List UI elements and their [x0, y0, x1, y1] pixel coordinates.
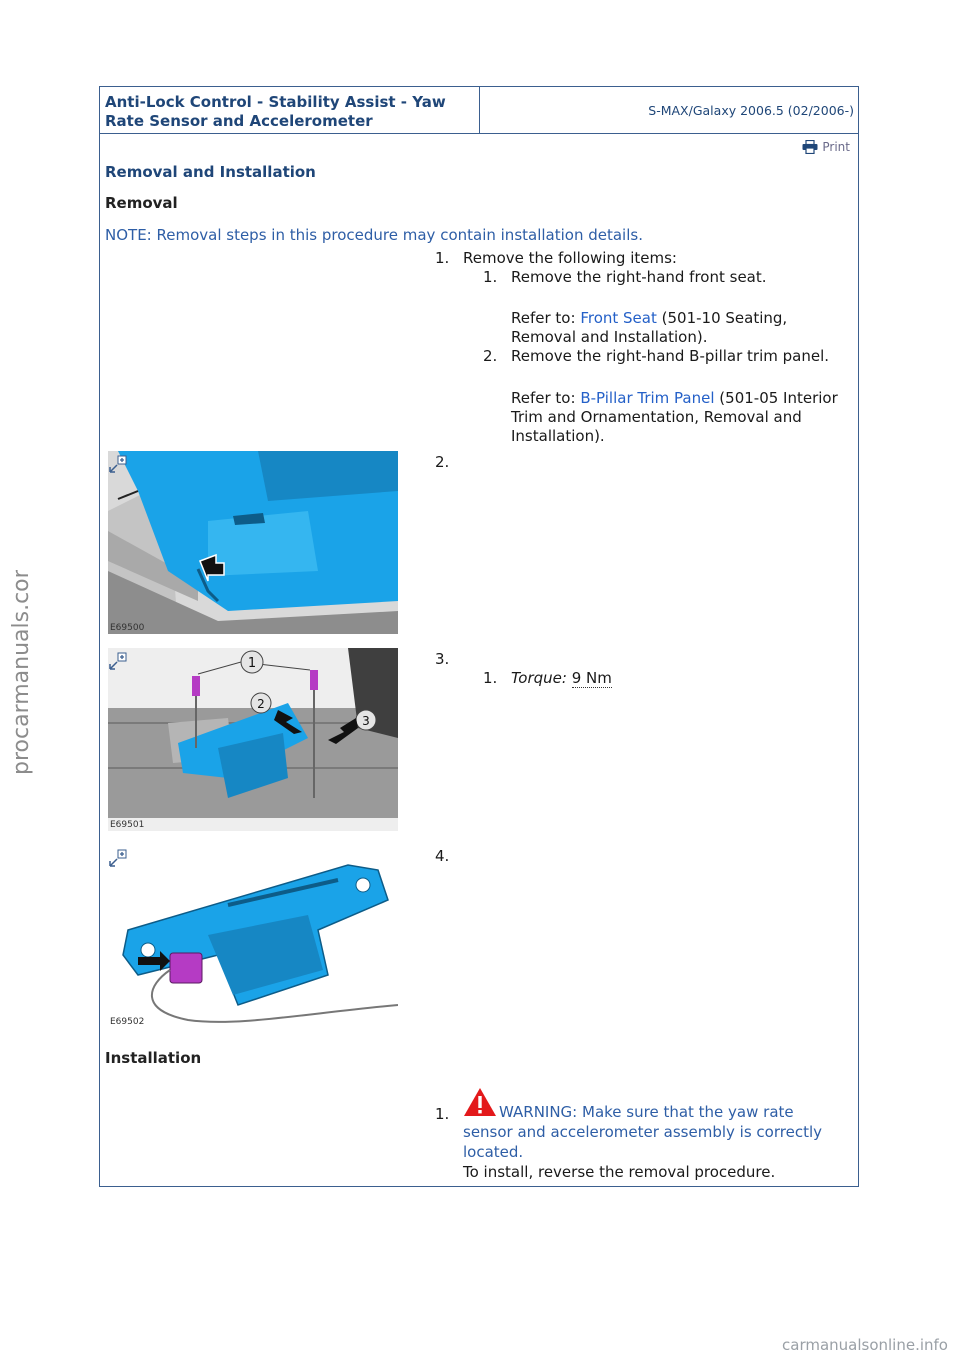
bottom-watermark: carmanualsonline.info	[782, 1336, 948, 1354]
step-2-number: 2.	[435, 453, 450, 471]
figure-step-4	[108, 845, 398, 1028]
callout-2: 2	[257, 697, 265, 711]
install-step-1-number: 1.	[435, 1105, 450, 1123]
substep-2-text: Remove the right-hand B-pillar trim panel.	[511, 347, 830, 365]
model-label: S-MAX/Galaxy 2006.5 (02/2006-)	[648, 103, 854, 118]
step-3-substep-number: 1.	[483, 669, 498, 687]
warning-icon	[463, 1087, 497, 1122]
step-4-number: 4.	[435, 847, 450, 865]
substep-1-number: 1.	[483, 268, 498, 286]
substep-2-number: 2.	[483, 347, 498, 365]
substep-1-text: Remove the right-hand front seat.	[511, 268, 767, 286]
side-watermark	[6, 570, 36, 780]
page-title: Anti-Lock Control - Stability Assist - Yaw Rate Sensor and Accelerometer	[105, 93, 446, 130]
header-divider	[479, 87, 480, 133]
figure-id: E69501	[110, 820, 145, 830]
figure-id: E69502	[110, 1017, 145, 1027]
step-3-number: 3.	[435, 650, 450, 668]
removal-note: NOTE: Removal steps in this procedure may contain installation details.	[105, 226, 643, 244]
section-title: Removal and Installation	[105, 163, 316, 181]
printer-icon	[802, 140, 818, 154]
install-step-1-text: To install, reverse the removal procedure.	[463, 1163, 776, 1181]
removal-heading: Removal	[105, 194, 178, 212]
procedure-sheet	[99, 86, 859, 1187]
substep-2-reference: Refer to: B-Pillar Trim Panel (501-05 Interior Trim and Ornamentation, Removal and Installation).	[511, 389, 838, 445]
figure-step-2	[108, 451, 398, 634]
zoom-icon[interactable]	[109, 455, 127, 473]
figure-id: E69500	[110, 623, 145, 633]
callout-3: 3	[362, 714, 370, 728]
b-pillar-trim-panel-link[interactable]: B-Pillar Trim Panel	[580, 389, 715, 407]
substep-1-reference: Refer to: Front Seat (501-10 Seating, Removal and Installation).	[511, 309, 788, 346]
step-1-number: 1.	[435, 249, 450, 267]
zoom-icon[interactable]	[109, 849, 127, 867]
step-1-text: Remove the following items:	[463, 249, 677, 267]
torque-spec: Torque: 9 Nm	[511, 669, 612, 687]
print-button[interactable]	[802, 140, 850, 154]
front-seat-link[interactable]: Front Seat	[580, 309, 657, 327]
install-step-1-content	[463, 1087, 843, 1182]
warning-text: WARNING: Make sure that the yaw rate sensor and accelerometer assembly is correctly located.	[463, 1103, 822, 1161]
svg-text:procarmanuals.com: procarmanuals.com	[9, 570, 34, 775]
zoom-icon[interactable]	[109, 652, 127, 670]
figure-step-3	[108, 648, 398, 831]
print-label: Print	[822, 140, 850, 154]
callout-1: 1	[247, 656, 257, 671]
installation-heading: Installation	[105, 1049, 202, 1067]
header	[100, 87, 858, 134]
